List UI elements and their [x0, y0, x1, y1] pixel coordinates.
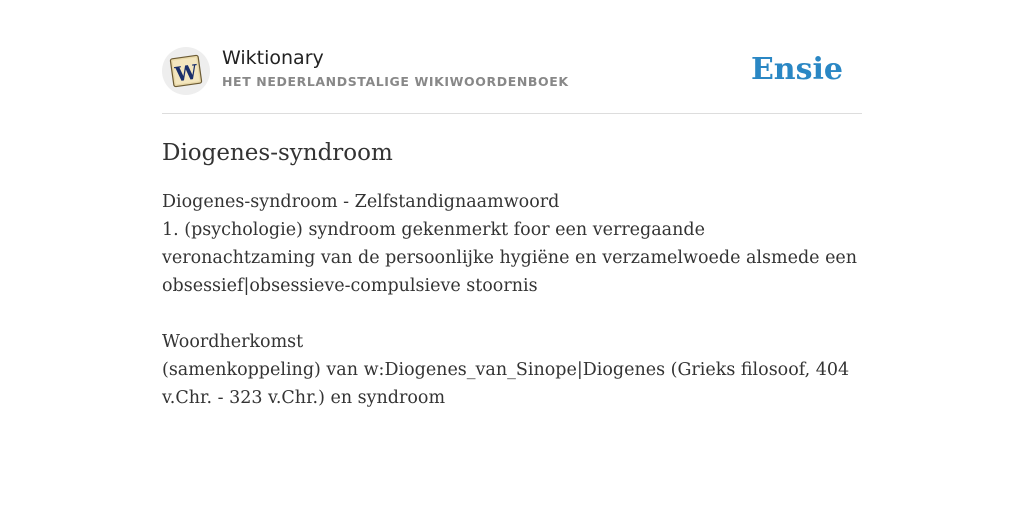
brand-subtitle: HET NEDERLANDSTALIGE WIKIWOORDENBOEK [222, 74, 569, 89]
entry-heading-line: Diogenes-syndroom - Zelfstandignaamwoord [162, 192, 560, 212]
ensie-logo-link[interactable]: Ensie [750, 52, 843, 87]
header [162, 0, 862, 114]
etymology-text: (samenkoppeling) van w:Diogenes_van_Sinope|Diogenes (Grieks filosoof, 404 v.Chr. - 323 v.Chr.) en syndroom [162, 360, 850, 408]
wiktionary-logo-icon[interactable] [162, 47, 210, 95]
entry-definition: 1. (psychologie) syndroom gekenmerkt foor een verregaande veronachtzaming van de persoonlijke hygiëne en verzamelwoede alsmede een obsessief|obsessieve-compulsieve stoornis [162, 220, 858, 296]
wiktionary-tile-icon [162, 47, 210, 95]
svg-text:W: W [173, 59, 200, 87]
entry-content [162, 188, 862, 412]
etymology-heading: Woordherkomst [162, 332, 304, 352]
page-title: Diogenes-syndroom [162, 140, 393, 166]
brand-name[interactable]: Wiktionary [222, 47, 324, 69]
spacer [162, 300, 862, 328]
page-container [162, 0, 862, 412]
brand [222, 46, 569, 90]
